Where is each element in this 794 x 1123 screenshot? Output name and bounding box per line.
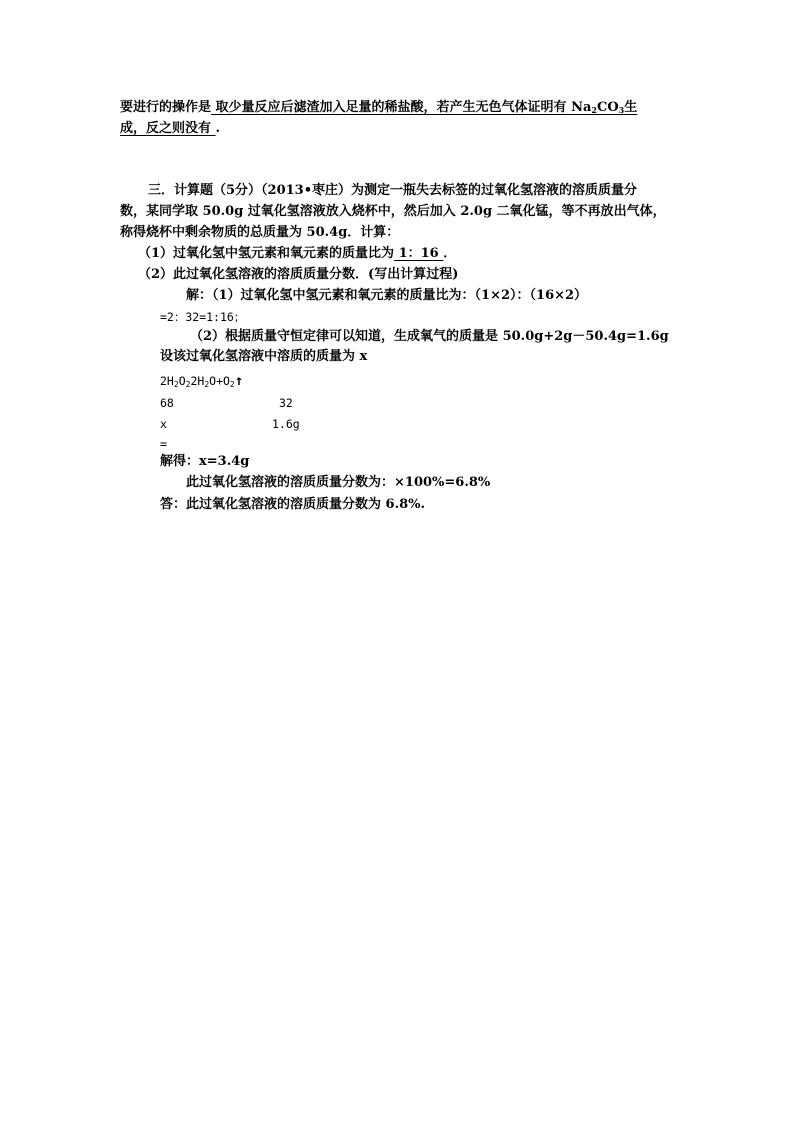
ratio-row-1-right: 32	[279, 396, 293, 410]
final-answer: 答：此过氧化氢溶液的溶质质量分数为 6.8%.	[160, 497, 426, 512]
operation-answer: 取少量反应后滤渣加入足量的稀盐酸，若产生无色气体证明有 $Na_2CO_3$生	[215, 100, 638, 115]
ratio-equals: =	[160, 437, 167, 451]
solution-step-2: （2）根据质量守恒定律可以知道，生成氧气的质量是 50.0g+2g－50.4g=1.6g	[190, 329, 669, 344]
gas-arrow-icon: ↑	[234, 373, 244, 389]
problem-line-2: 数，某同学取 50.0g 过氧化氢溶液放入烧杯中，然后加入 2.0g 二氧化锰，等不再放出气体，	[120, 204, 666, 219]
operation-label: 要进行的操作是	[120, 100, 212, 115]
chemical-equation: $2H_2O_22H_2O+O_2↑$	[160, 373, 244, 389]
ratio-row-2-left: x	[160, 417, 167, 431]
answer-line-2	[120, 120, 220, 138]
question-1-answer: 1：16	[394, 246, 444, 261]
operation-answer-cont: 成，反之则没有	[120, 121, 212, 136]
solution-assumption: 设该过氧化氢溶液中溶质的质量为 x	[160, 349, 368, 364]
solution-step-1-result: =2：32=1:16；	[160, 310, 246, 324]
question-1: （1）过氧化氢中氢元素和氧元素的质量比为 1：16 ．	[138, 246, 457, 261]
answer-line-1	[120, 99, 637, 117]
problem-line-1: 三．计算题（5分）（2013•枣庄）为测定一瓶失去标签的过氧化氢溶液的溶质质量分	[148, 183, 638, 198]
ratio-row-1-left: 68	[160, 396, 174, 410]
question-2: （2）此过氧化氢溶液的溶质质量分数．(写出计算过程)	[138, 267, 459, 282]
period: .	[215, 121, 221, 136]
solution-fraction: 此过氧化氢溶液的溶质质量分数为：×100%=6.8%	[186, 475, 491, 490]
problem-line-3: 称得烧杯中剩余物质的总质量为 50.4g．计算：	[120, 225, 400, 240]
solution-result: 解得：x=3.4g	[160, 454, 250, 469]
solution-step-1: 解：（1）过氧化氢中氢元素和氧元素的质量比为：（1×2）：（16×2）	[186, 288, 588, 303]
ratio-row-2-right: 1.6g	[272, 417, 300, 431]
